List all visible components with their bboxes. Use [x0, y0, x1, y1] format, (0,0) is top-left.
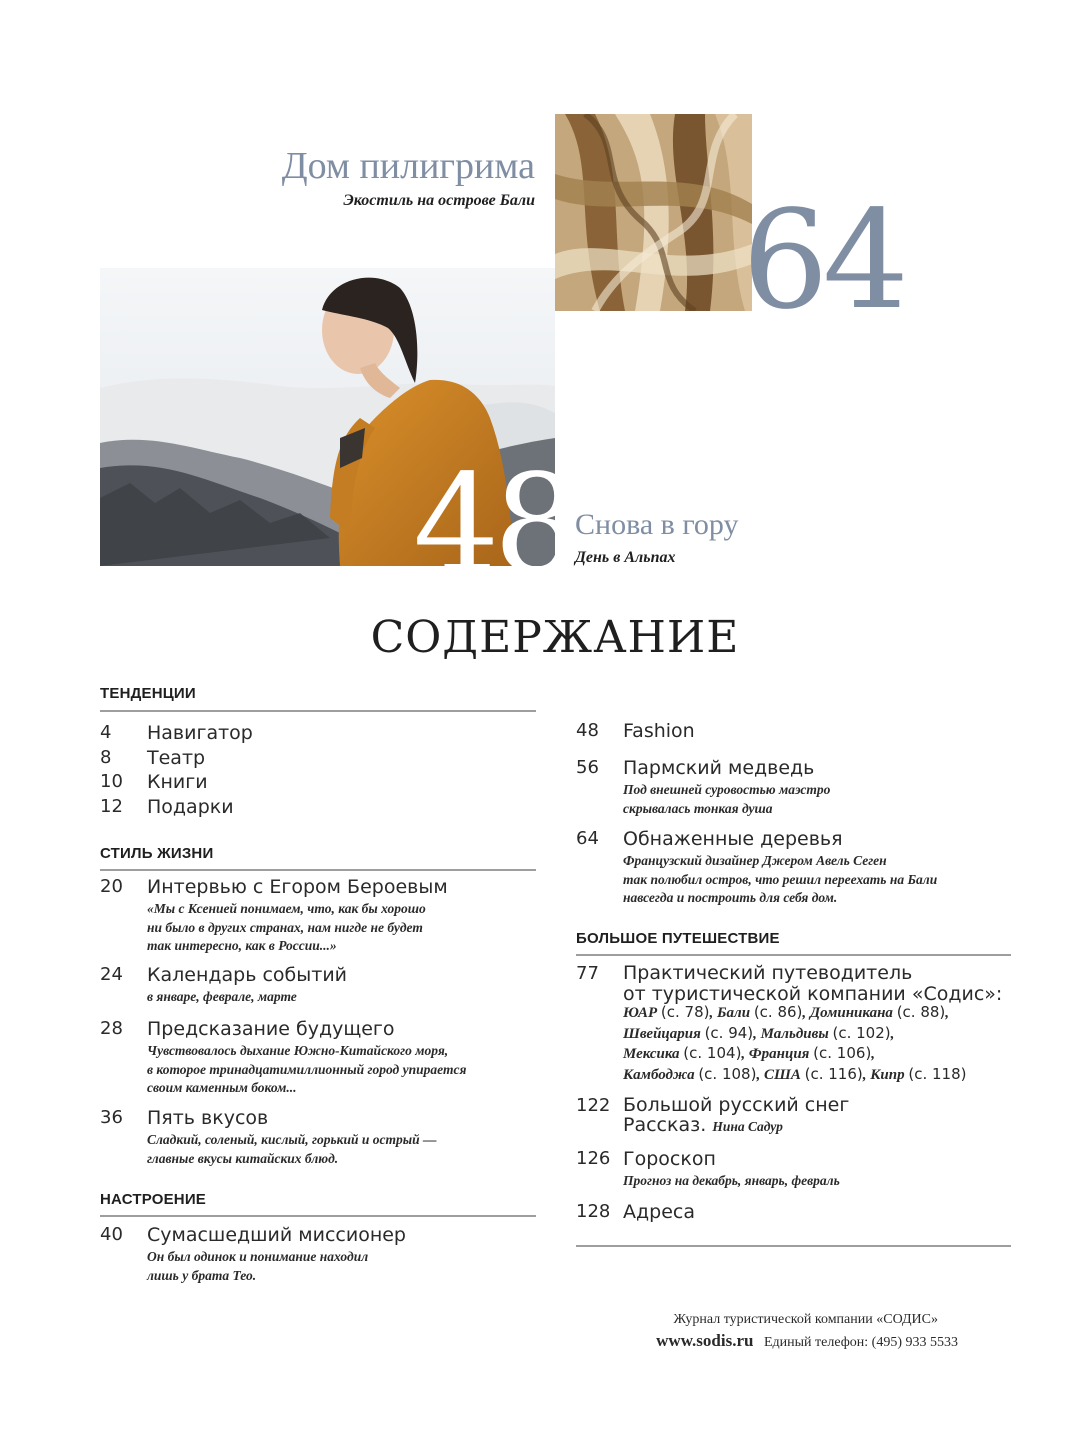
section-divider	[100, 869, 536, 871]
feature-top-number: 64	[742, 182, 904, 340]
driftwood-photo	[555, 114, 752, 311]
page-number: 10	[100, 771, 123, 792]
entry-title: Практический путеводитель от туристической компании «Содис»:	[623, 962, 1003, 1005]
section-divider	[100, 710, 536, 712]
entry-description: Чувствовалось дыхание Южно-Китайского моря, в которое тринадцатимиллионный город упирается своим каменным боком...	[147, 1043, 467, 1095]
entry-description: «Мы с Ксенией понимаем, что, как бы хорошо ни было в других странах, нам нигде не будет так интересно, как в России...»	[147, 901, 426, 953]
page-number: 56	[576, 757, 599, 778]
page-number: 40	[100, 1224, 123, 1245]
page-number: 20	[100, 876, 123, 897]
author-name: Нина Садур	[712, 1119, 783, 1134]
feature-bottom-number: 48	[413, 446, 575, 604]
entry-title: Гороскоп	[623, 1148, 716, 1170]
entry-description: в январе, феврале, марте	[147, 989, 297, 1004]
page-number: 128	[576, 1201, 611, 1222]
page-number: 36	[100, 1107, 123, 1128]
entry-description: Сладкий, соленый, кислый, горький и острый — главные вкусы китайских блюд.	[147, 1132, 437, 1166]
entry-title: Книги	[147, 771, 208, 793]
page-number: 122	[576, 1095, 611, 1116]
section-lifestyle-label: СТИЛЬ ЖИЗНИ	[100, 845, 214, 862]
page-number: 126	[576, 1148, 611, 1169]
feature-top-title[interactable]: Дом пилигрима	[281, 145, 535, 187]
entry-title: Пять вкусов	[147, 1107, 269, 1129]
phone-number: Единый телефон: (495) 933 5533	[763, 1335, 958, 1350]
footer-contacts	[656, 1331, 958, 1351]
entry-title: Пармский медведь	[623, 757, 815, 779]
entry-title: Интервью с Егором Бероевым	[147, 876, 448, 898]
feature-bottom-subtitle: День в Альпах	[575, 549, 676, 566]
entry-description: Под внешней суровостью маэстро скрывалась тонкая душа	[623, 782, 831, 816]
page-number: 8	[100, 746, 112, 768]
page-number: 64	[576, 828, 599, 849]
page-title: СОДЕРЖАНИЕ	[370, 612, 740, 663]
section-divider	[100, 1215, 536, 1217]
section-mood-label: НАСТРОЕНИЕ	[100, 1191, 207, 1208]
entry-title: Подарки	[147, 795, 234, 818]
website-link[interactable]: www.sodis.ru	[656, 1331, 754, 1350]
entry-title: Предсказание будущего	[147, 1018, 395, 1040]
country-list: ЮАР (с. 78), Бали (с. 86), Доминикана (с. 88), Швейцария (с. 94), Мальдивы (с. 102), Мексика (с. 104), Франция (с. 106), Камбоджа (с. 108), США (с. 116), Кипр (с. 118)	[623, 1003, 967, 1083]
entry-title: Большой русский снег Рассказ. Нина Садур	[623, 1094, 850, 1136]
entry-description: Он был одинок и понимание находил лишь у брата Тео.	[147, 1249, 369, 1283]
page-number: 77	[576, 963, 599, 984]
section-divider	[576, 954, 1011, 956]
entry-title: Fashion	[623, 720, 695, 742]
section-trends-label: ТЕНДЕНЦИИ	[100, 685, 196, 702]
entry-title: Адреса	[623, 1201, 695, 1223]
page-number: 24	[100, 964, 123, 985]
section-divider	[576, 1245, 1011, 1247]
entry-description: Французский дизайнер Джером Авель Сеген так полюбил остров, что решил переехать на Бали навсегда и построить для себя дом.	[623, 853, 938, 905]
footer-publisher: Журнал туристической компании «СОДИС»	[673, 1312, 938, 1327]
entry-title: Сумасшедший миссионер	[147, 1224, 406, 1246]
entry-title: Театр	[147, 746, 206, 769]
page-number: 28	[100, 1018, 123, 1039]
entry-title: Обнаженные деревья	[623, 828, 843, 850]
entry-title: Календарь событий	[147, 964, 348, 986]
feature-top-subtitle: Экостиль на острове Бали	[343, 192, 535, 209]
section-travel-label: БОЛЬШОЕ ПУТЕШЕСТВИЕ	[576, 930, 780, 947]
feature-bottom-title[interactable]: Снова в гору	[575, 508, 739, 541]
entry-title: Навигатор	[147, 722, 253, 744]
page-number: 4	[100, 722, 112, 743]
page-number: 12	[100, 795, 123, 817]
page-number: 48	[576, 720, 599, 741]
entry-description: Прогноз на декабрь, январь, февраль	[623, 1173, 840, 1188]
